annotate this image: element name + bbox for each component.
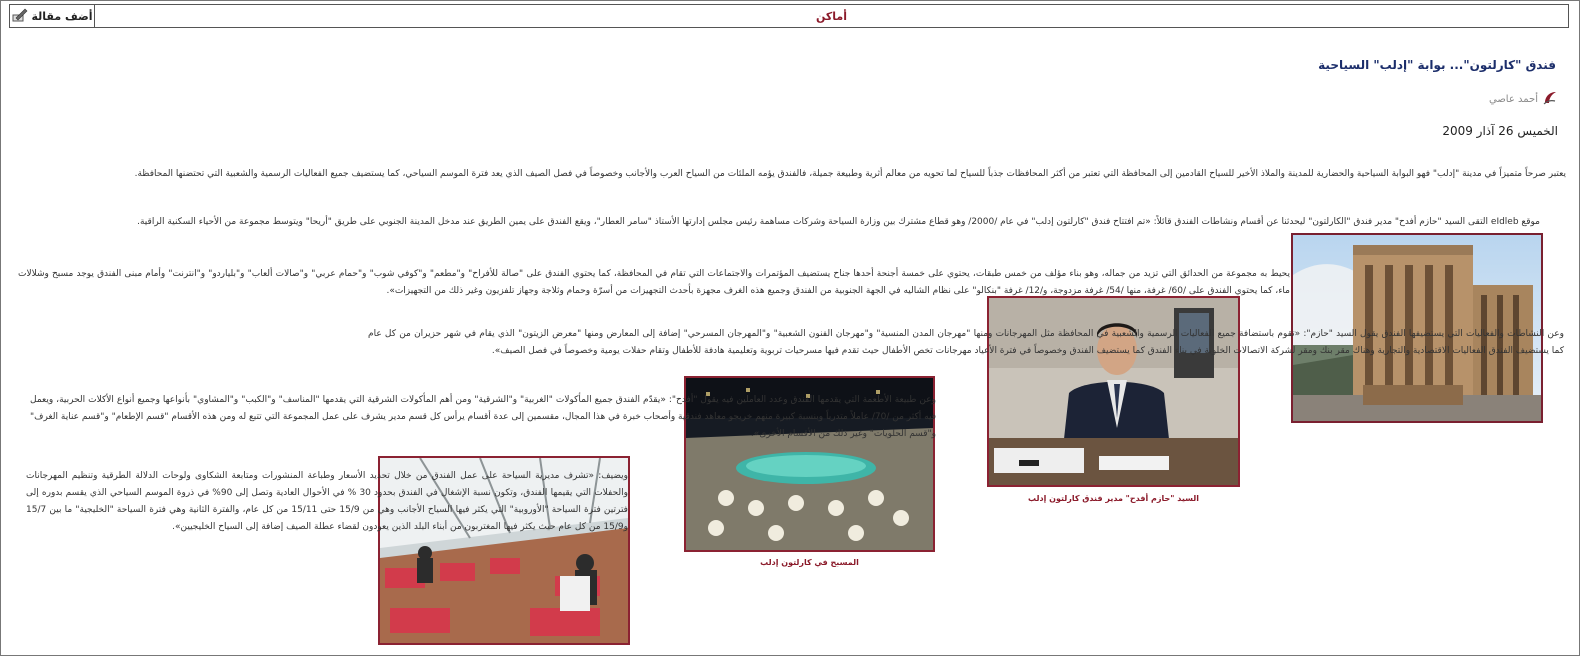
article-title: فندق "كارلتون"... بوابة "إدلب" السياحية (1318, 58, 1556, 72)
author-line (1489, 90, 1558, 109)
top-bar (9, 4, 1569, 28)
paragraph-intro: يعتبر صرحاً متميزاً في مدينة "إدلب" فهو البوابة السياحية والحضارية للمدينة والملاذ الأخير للسياح القادمين إلى المحافظة التي تعتبر من أكثر المحافظات جذباً للسياح لما تحويه من معالم أثرية وطبيعة جميلة، فالفندق يؤمه الملئات من السياح العرب والأجانب وخصوصاً في فصل الصيف الذي يعد فترة الموسم السياحي، كما يستضيف جميع الفعاليات الرسمية والشعبية التي تحتضنها المحافظة. (134, 169, 1566, 179)
manager-photo-caption: السيد "حازم أفدح" مدير فندق كارلتون إدلب (1028, 494, 1199, 503)
paragraph-facilities: يحيط به مجموعة من الحدائق التي تزيد من جماله، وهو بناء مؤلف من خمس طبقات، يحتوي على خمسة أجنحة أحدها جناح يستضيف المؤتمرات والاجتماعات التي تقام في المحافظة، كما يحتوي الفندق على "صالة للأفراح" و"مطعم" و"كوفي شوب" و"حمام عربي" و"صالات ألعاب" و"بلياردو" و"انترنت" وأمام مبنى الفندق يوجد مسبح وشلالات ماء، كما يحتوي الفندق على /60/ غرفة، منها /54/ غرفة مزدوجة، و/12/ غرفة "بنكالو" على نظام الشاليه في الجهة الجنوبية من الفندق وجميع هذه الغرف مجهزة بأحدث التجهيزات من أسرّة وحمام وثلاجة وجهاز تلفزيون وغير ذلك من التجهيزات». (18, 269, 1290, 296)
author-logo-icon (1542, 90, 1558, 109)
paragraph-location: موقع eIdleb التقى السيد "حازم أفدح" مدير فندق "الكارلتون" ليحدثنا عن أقسام ونشاطات الفندق قائلاً: «تم افتتاح فندق "كارلتون إدلب" في عام /2000/ وهو قطاع مشترك بين وزارة السياحة وشركات مساهمة رئيس مجلس إدارتها الأستاذ "سامر العطار"، ويقع الفندق على يمين الطريق عند مدخل المدينة الجنوبي على طريق "أريحا" ويتوسط مجموعة من الأحياء السكنية الراقية. (137, 217, 1540, 227)
paragraph-events: وعن النشاطات والفعاليات التي يستضيفها الفندق يقول السيد "حازم": «تقوم باستضافة جميع الفعاليات الرسمية والشعبية في المحافظة مثل المهرجانات ومنها "مهرجان المدن المنسية" و"مهرجان الفنون الشعبية" و"المهرجان المسرحي" إضافة إلى المعارض ومنها "معرض الزيتون" الذي يقام في شهر حزيران من كل عام كما يستضيف الفندق الفعاليات الاقتصادية والتجارية وهناك مقر بنك ومقر لشركة الاتصالات الخلوية في بناء الفندق كما يستضيف الفندق وخصوصاً في فترة الأعياد مهرجانات تخص الأطفال حيث تقدم فيها مسرحيات تربوية وتعليمية هادفة للأطفال وتقام حفلات يومية وخصوصاً في فصل الصيف». (368, 329, 1564, 356)
add-article-button[interactable] (10, 5, 95, 27)
manager-photo (987, 296, 1240, 487)
section-title: أماكن (815, 9, 847, 23)
pen-icon (12, 8, 28, 25)
author-name[interactable]: أحمد عاصي (1488, 94, 1538, 105)
pool-photo-caption: المسبح في كارلتون إدلب (760, 558, 859, 567)
paragraph-tourism: ويضيف: «تشرف مديرية السياحة على عمل الفندق من خلال تحديد الأسعار وطباعة المنشورات ومتابعة الشكاوى ولوحات الدلالة الطرقية وتنظيم المهرجانات والحفلات التي يقيمها الفندق، وتكون نسبة الإشغال في الفندق بحدود 30 % في الأحوال العادية وتصل إلى 90% في ذروة الموسم السياحي الذي يقسم بدوره إلى فترتين فترة السياحة "الأوروبية" التي يكثر فيها السياح الأجانب وهي من 15/9 حتى 15/11 من كل عام، والفترة الثانية وهي فترة السياحة "الخليجية" ما بين 15/7 و15/9 من كل عام حيث يكثر فيها المغتربون من أبناء البلد الذين يعودون لقضاء عطلة الصيف إضافة إلى السياح الخليجيين». (26, 471, 628, 532)
paragraph-food: وعن طبيعة الأطعمة التي يقدمها الفندق وعدد العاملين فيه يقول "أفدح": «يقدّم الفندق جميع المأكولات "الغربية" و"الشرقية" ومن أهم المأكولات الشرقية التي يقدمها "المناسف" و"الكبب" و"المشاوي" بأنواعها وجميع أنواع الأكلات الحربية، ويعمل فيه أكثر من /70/ عاملاً متدرباً وبنسبة كبيرة منهم خريجو معاهد فندقية وأصحاب خبرة في هذا المجال، مقسمين إلى عدة أقسام يرأس كل قسم مدير يشرف على عمل المجموعة التي تتبع له ومن هذه الأقسام "قسم الإطعام" و"قسم عناية الغرف" و"قسم الحلويات" وغير ذلك من الأقسام الأخرى». (30, 395, 936, 439)
article-date: الخميس 26 آذار 2009 (1442, 124, 1558, 138)
add-article-label: أضف مقالة (31, 9, 93, 23)
